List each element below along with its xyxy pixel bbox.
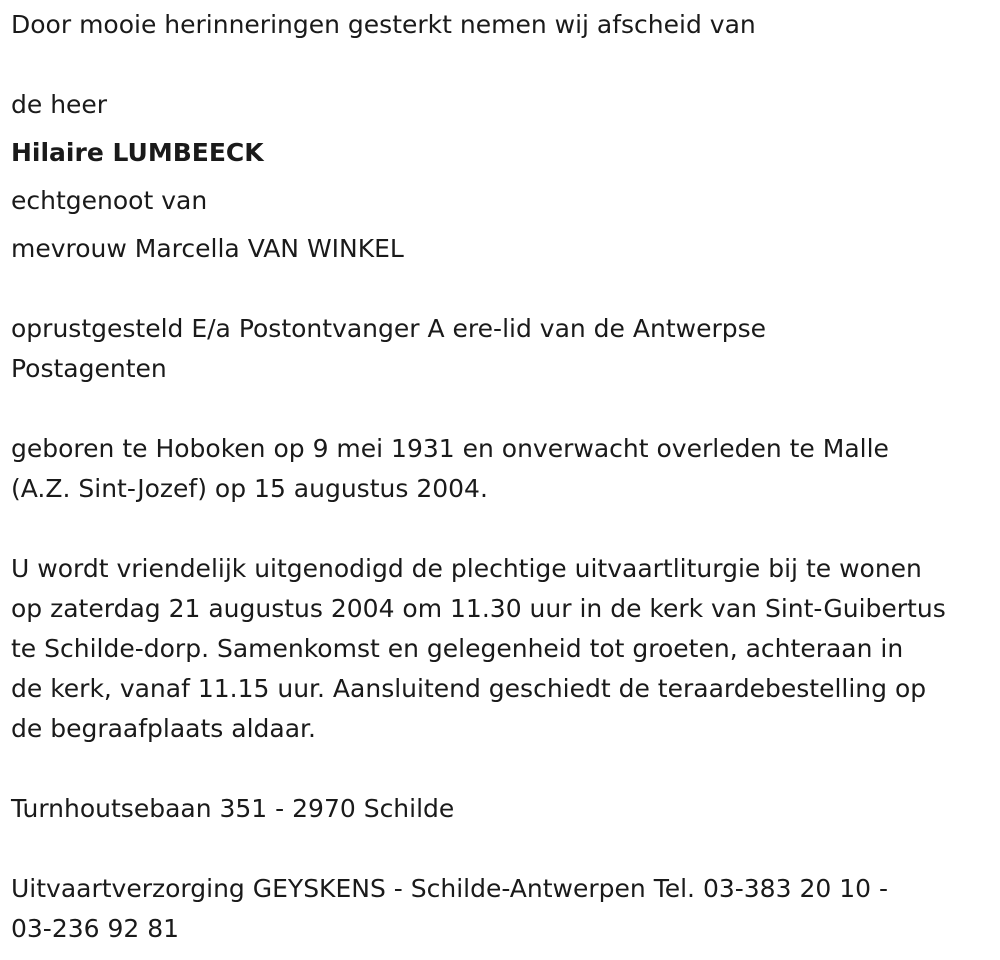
deceased-name: Hilaire LUMBEECK xyxy=(11,138,264,167)
address-text: Turnhoutsebaan 351 - 2970 Schilde xyxy=(11,794,455,823)
invitation-line: te Schilde-dorp. Samenkomst en gelegenheid tot groeten, achteraan in xyxy=(11,634,904,663)
invitation-line: de kerk, vanaf 11.15 uur. Aansluitend geschiedt de teraardebestelling op xyxy=(11,674,927,703)
funeral-home-line: Uitvaartverzorging GEYSKENS - Schilde-Antwerpen Tel. 03-383 20 10 - xyxy=(11,874,888,903)
funeral-home-line: 03-236 92 81 xyxy=(11,914,180,943)
birth-death-line: (A.Z. Sint-Jozef) op 15 augustus 2004. xyxy=(11,474,488,503)
relation-text: echtgenoot van xyxy=(11,186,208,215)
invitation-line: U wordt vriendelijk uitgenodigd de plechtige uitvaartliturgie bij te wonen xyxy=(11,554,922,583)
invitation-line: de begraafplaats aldaar. xyxy=(11,714,316,743)
invitation-line: op zaterdag 21 augustus 2004 om 11.30 uur in de kerk van Sint-Guibertus xyxy=(11,594,946,623)
intro-text: Door mooie herinneringen gesterkt nemen wij afscheid van xyxy=(11,10,756,39)
occupation-line: Postagenten xyxy=(11,354,167,383)
spouse-name: mevrouw Marcella VAN WINKEL xyxy=(11,234,404,263)
birth-death-line: geboren te Hoboken op 9 mei 1931 en onverwacht overleden te Malle xyxy=(11,434,889,463)
title-prefix: de heer xyxy=(11,90,108,119)
occupation-line: oprustgesteld E/a Postontvanger A ere-lid van de Antwerpse xyxy=(11,314,767,343)
